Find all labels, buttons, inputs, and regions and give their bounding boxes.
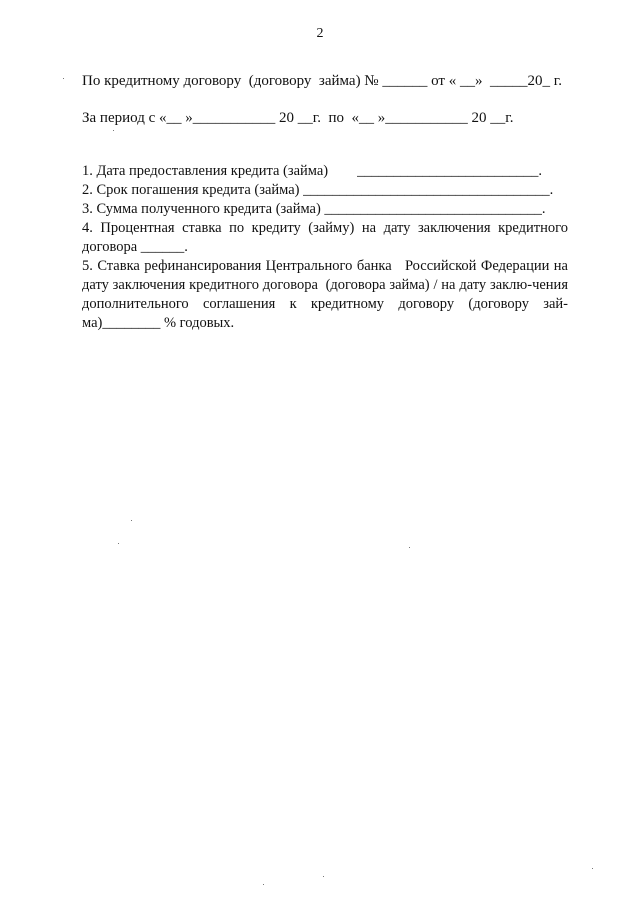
item-loan-amount: 3. Сумма полученного кредита (займа) ______________________________. [82, 201, 546, 217]
scan-speck [323, 876, 324, 877]
scan-speck [263, 884, 264, 885]
period-line: За период с «__ »___________ 20 __г. по «__ »___________ 20 __г. [82, 110, 514, 126]
scan-speck [63, 78, 64, 79]
item-refinancing-rate: 5. Ставка рефинансирования Центрального банка Российской Федерации на дату заключения кредитного договора (договора займа) / на дату заклю-чения дополнительного соглашения к кредитному договору (договору зай-ма)________ % годовых. [82, 258, 572, 331]
scan-speck [113, 130, 114, 131]
page-number: 2 [316, 26, 324, 41]
item-interest-rate: 4. Процентная ставка по кредиту (займу) на дату заключения кредитного договора ______. [82, 220, 572, 255]
scan-speck [592, 868, 593, 869]
scan-speck [131, 520, 132, 521]
item-issue-date: 1. Дата предоставления кредита (займа) _________________________. [82, 163, 543, 179]
contract-line: По кредитному договору (договору займа) № ______ от « __» _____20_ г. [82, 73, 562, 89]
item-repayment-term: 2. Срок погашения кредита (займа) __________________________________. [82, 182, 554, 198]
scan-speck [409, 547, 410, 548]
scan-speck [118, 543, 119, 544]
item-list [82, 162, 572, 333]
